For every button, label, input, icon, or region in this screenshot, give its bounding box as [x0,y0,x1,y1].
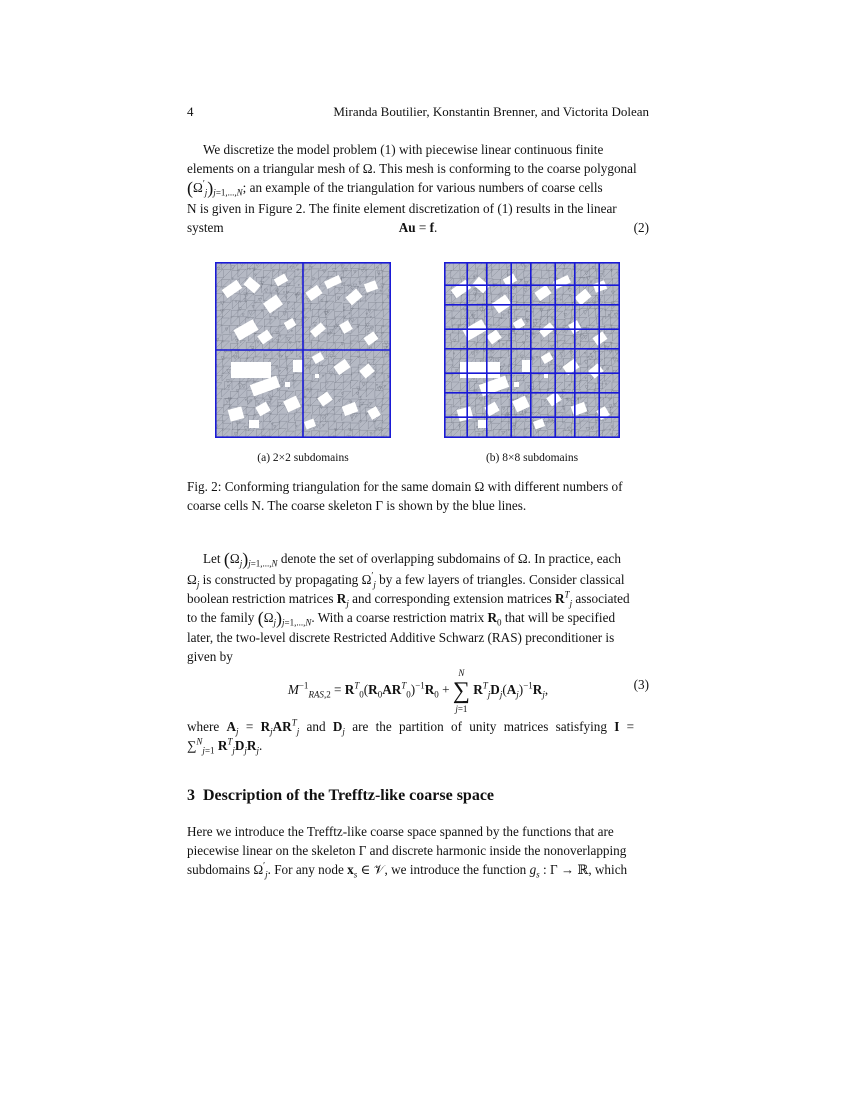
subcaption-a: (a) 2×2 subdomains [257,452,349,465]
p1-line1: We discretize the model problem (1) with piecewise linear continuous finite [203,142,604,157]
mesh-hole [249,420,259,428]
paragraph-partition-unity [187,717,649,755]
p2-line6: given by [187,649,233,665]
p4-line3: subdomains $\Omega'_j$. For any node $x_s$ ∈ 𝒱, we introduce the function $g_s$ : Γ → ℝ, which [187,861,628,881]
caption-line1: Fig. 2: Conforming triangulation for the same domain Ω with different numbers of [187,479,623,495]
eq3-body: $M^{-1}_{RAS,2} = R^T_0(R_0AR^T_0)^{-1}R_0$ + N ∑ j=1 $R^T_jD_j(A_j)^{-1}R_j$, [287,667,549,714]
equation-2 [187,218,649,237]
p4-line1: Here we introduce the Trefftz-like coarse space spanned by the functions that are [187,824,614,840]
p1-line5: system [187,219,224,235]
subcaption-b: (b) 8×8 subdomains [485,452,579,465]
mesh-8x8-subdomains [444,262,620,438]
caption-line2: coarse cells N. The coarse skeleton Γ is shown by the blue lines. [187,498,527,514]
p2-line3: boolean restriction matrices $R_j$ and corresponding extension matrices $R^T_j$ associated [187,589,630,609]
p1-line2: elements on a triangular mesh of Ω. This mesh is conforming to the coarse polygonal [187,161,637,177]
figure-caption [187,477,649,515]
sum-operator: N ∑ j=1 [452,667,470,714]
figure-2 [187,262,649,477]
mesh-hole [544,374,548,378]
eq2-body: Au = f. [398,220,438,236]
equation-3 [187,661,649,714]
mesh-hole [460,362,500,378]
p2-line4: to the family $(\Omega_j)_{j=1,...,N}$. With a coarse restriction matrix $R_0$ that will be specified [187,608,616,629]
mesh-hole [315,374,319,378]
p2-line2: $\Omega_j$ is constructed by propagating $\Omega'_j$ by a few layers of triangles. Consider classical [187,570,625,590]
p2-line5: later, the two-level discrete Restricted Additive Schwarz (RAS) preconditioner is [187,630,615,646]
mesh-hole [293,360,303,372]
mesh-2x2-subdomains [215,262,391,438]
p2-line1: Let $(\Omega_j)_{j=1,...,N}$ denote the set of overlapping subdomains of Ω. In practice, each [203,549,621,570]
mesh-hole [514,382,519,387]
inline-math-omega-prime-family: $(\Omega'_j)_{j=1,...,N}$ [187,178,243,199]
header-authors: Miranda Boutilier, Konstantin Brenner, and Victorita Dolean [333,104,649,119]
section-heading: 3 Description of the Trefftz-like coarse space [187,787,495,805]
p1-line3: $(\Omega'_j)_{j=1,...,N}$; an example of the triangulation for various numbers of coarse cells [187,178,603,199]
paragraph-trefftz [187,822,649,880]
p3-line1: where $A_j = R_jAR^T_j$ and $D_j$ are the partition of unity matrices satisfying I = [187,717,635,737]
mesh-hole [285,382,290,387]
eq3-label: (3) [633,676,649,692]
page-number: 4 [187,104,194,119]
p4-line2: piecewise linear on the skeleton Γ and discrete harmonic inside the nonoverlapping [187,843,627,859]
eq2-label: (2) [633,220,649,236]
paper-page [187,104,649,880]
mesh-hole [231,362,271,378]
paragraph-ras [187,549,649,666]
p3-line2: ∑$^N_{j=1}$ $R^T_jD_jR_j$. [187,736,263,756]
running-header [187,104,649,120]
p1-line4: N is given in Figure 2. The finite element discretization of (1) results in the linear [187,200,617,216]
